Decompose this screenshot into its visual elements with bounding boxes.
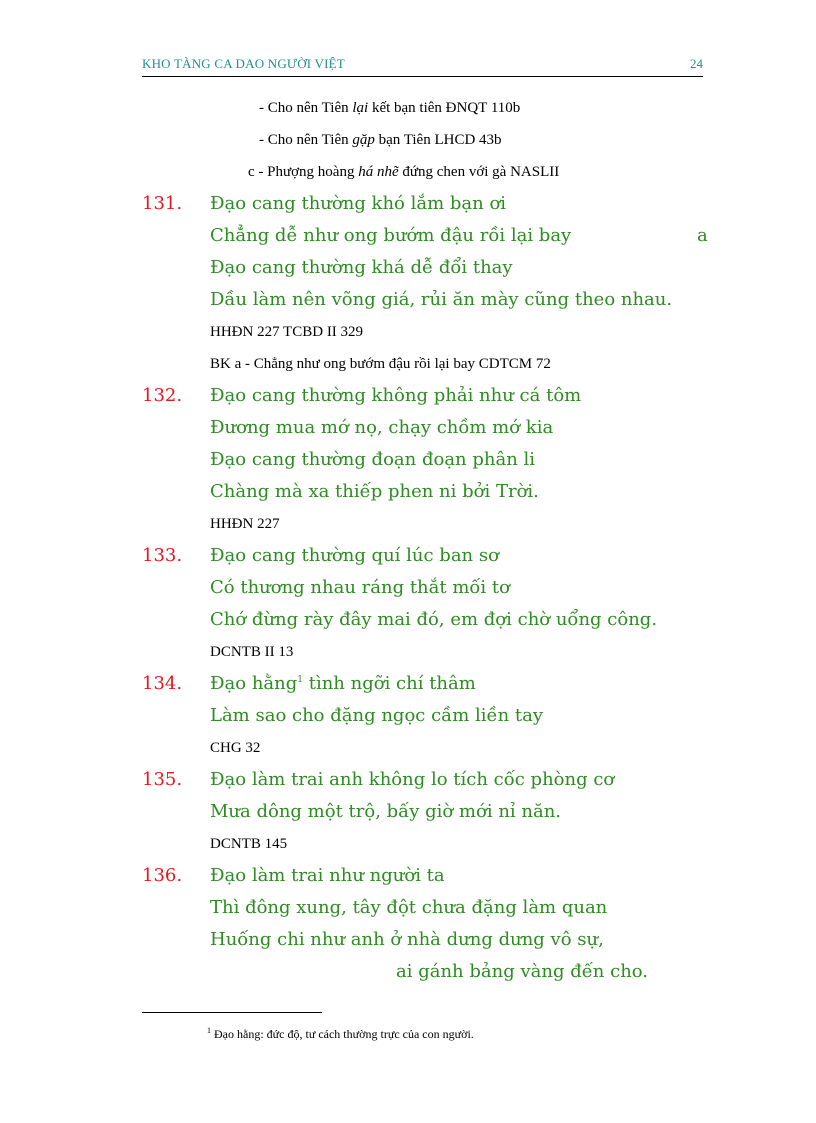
source-line: DCNTB II 13: [210, 644, 294, 660]
verse-line: ai gánh bảng vàng đến cho.: [396, 961, 649, 982]
source-line: CHG 32: [210, 740, 261, 756]
verse-line: Đạo cang thường đoạn đoạn phân li: [210, 449, 536, 470]
entry-number: 136.: [142, 865, 183, 886]
verse-line: Dầu làm nên võng giá, rủi ăn mày cũng theo nhau.: [210, 289, 673, 310]
verse-line: 133. Đạo cang thường quí lúc ban sơ: [142, 545, 499, 566]
footnote: $^1$ Đạo hằng: đức độ, tư cách thường trực của con người.: [207, 1026, 474, 1041]
entry-number: 131.: [142, 193, 183, 214]
source-line: HHĐN 227: [210, 516, 280, 532]
verse-line: 132. Đạo cang thường không phải như cá tôm: [142, 385, 582, 406]
verse-line: 134. Đạo hằng$^1$ tình ngỡi chí thâm: [142, 673, 476, 694]
entry-number: 133.: [142, 545, 183, 566]
verse-line: 136. Đạo làm trai như người ta: [142, 865, 445, 886]
footnote-divider: [142, 1012, 322, 1013]
verse-line: Thì đông xung, tây đột chưa đặng làm quan: [210, 897, 608, 918]
variant-line: - Cho nên Tiên lại kết bạn tiên ĐNQT 110b: [259, 100, 521, 116]
verse-line: Đạo cang thường khá dễ đổi thay: [210, 257, 513, 278]
verse-line: 135. Đạo làm trai anh không lo tích cốc phòng cơ: [142, 769, 615, 790]
source-line: DCNTB 145: [210, 836, 288, 852]
page-body: [142, 96, 712, 992]
verse-line: Làm sao cho đặng ngọc cầm liền tay: [210, 705, 544, 726]
entry-number: 135.: [142, 769, 183, 790]
verse-line: Chàng mà xa thiếp phen ni bởi Trời.: [210, 481, 539, 502]
source-line: HHĐN 227 TCBD II 329: [210, 324, 364, 340]
verse-line: Có thương nhau ráng thắt mối tơ: [210, 577, 510, 598]
verse-line: Huống chi như anh ở nhà dưng dưng vô sự,: [210, 929, 604, 950]
entry-number: 134.: [142, 673, 183, 694]
verse-line: 131. Đạo cang thường khó lắm bạn ơi: [142, 193, 507, 214]
variant-line: c - Phượng hoàng há nhẽ đứng chen với gà NASLII: [248, 164, 560, 180]
verse-line: Chớ đừng rày đây mai đó, em đợi chờ uổng công.: [210, 609, 658, 630]
running-header: [142, 56, 703, 77]
variant-line: BK a - Chẳng như ong bướm đậu rồi lại bay CDTCM 72: [210, 356, 551, 372]
book-title: KHO TÀNG CA DAO NGƯỜI VIỆT: [142, 56, 345, 71]
entry-number: 132.: [142, 385, 183, 406]
footnote-number: 1: [207, 1026, 211, 1035]
variant-marker: a: [697, 225, 708, 246]
page-number: 24: [690, 56, 703, 71]
verse-line: Chẳng dễ như ong bướm đậu rồi lại bay a: [210, 225, 708, 246]
verse-line: Đương mua mớ nọ, chạy chồm mớ kia: [210, 417, 554, 438]
footnote-ref[interactable]: 1: [297, 675, 303, 685]
verse-line: Mưa dông một trộ, bấy giờ mới nỉ năn.: [210, 801, 562, 822]
variant-line: - Cho nên Tiên gặp bạn Tiên LHCD 43b: [259, 132, 502, 148]
